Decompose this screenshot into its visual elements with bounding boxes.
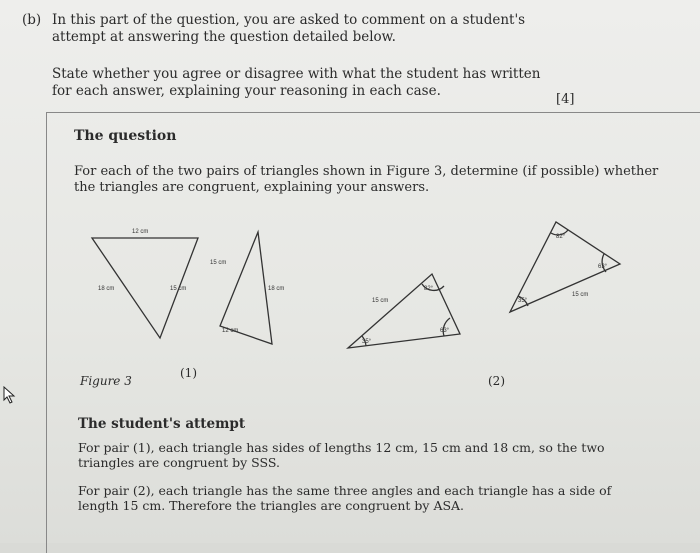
tri3-angle-left: 35°: [362, 339, 372, 345]
tri3-angle-top: 82°: [424, 286, 434, 292]
tri2-bottom-label: 12 cm: [222, 328, 239, 334]
attempt-pair-1-line-1: For pair (1), each triangle has sides of lengths 12 cm, 15 cm and 18 cm, so the two: [78, 440, 605, 455]
tri2-right-label: 18 cm: [268, 286, 285, 292]
figure-caption: Figure 3: [80, 374, 132, 388]
instruction-line-2: for each answer, explaining your reasoning in each case.: [52, 83, 441, 99]
cursor-arrow-icon: [2, 386, 18, 404]
question-text-line-1: For each of the two pairs of triangles shown in Figure 3, determine (if possible) whether: [74, 164, 659, 179]
question-text-line-2: the triangles are congruent, explaining your answers.: [74, 180, 430, 195]
marks-label: [4]: [556, 92, 575, 107]
question-heading: The question: [74, 128, 177, 144]
attempt-pair-2-line-2: length 15 cm. Therefore the triangles are congruent by ASA.: [78, 498, 465, 513]
tri1-left-label: 18 cm: [98, 286, 115, 292]
pair-1-label: (1): [180, 366, 197, 380]
tri1-top-label: 12 cm: [132, 229, 149, 235]
tri2-top-label: 15 cm: [210, 260, 227, 266]
attempt-heading: The student's attempt: [78, 416, 246, 432]
attempt-pair-2: [78, 483, 611, 513]
attempt-pair-1: [78, 440, 605, 470]
triangle-2a: [348, 274, 460, 348]
tri3-angle-right: 63°: [440, 328, 450, 334]
tri1-right-label: 15 cm: [170, 286, 187, 292]
part-label: (b): [22, 12, 42, 28]
tri4-side-label: 15 cm: [572, 292, 589, 298]
intro-line-2: attempt at answering the question detailed below.: [52, 29, 396, 45]
attempt-pair-1-line-2: triangles are congruent by SSS.: [78, 455, 280, 470]
intro-line-1: In this part of the question, you are asked to comment on a student's: [52, 12, 526, 28]
tri4-angle-top: 82°: [556, 234, 566, 240]
pair-2-label: (2): [488, 374, 505, 388]
attempt-pair-2-line-1: For pair (2), each triangle has the same three angles and each triangle has a side of: [78, 483, 612, 498]
instruction-line-1: State whether you agree or disagree with what the student has written: [52, 66, 541, 82]
tri4-angle-bottom: 35°: [518, 298, 528, 304]
tri3-side-label: 15 cm: [372, 298, 389, 304]
tri4-angle-right: 63°: [598, 264, 608, 270]
